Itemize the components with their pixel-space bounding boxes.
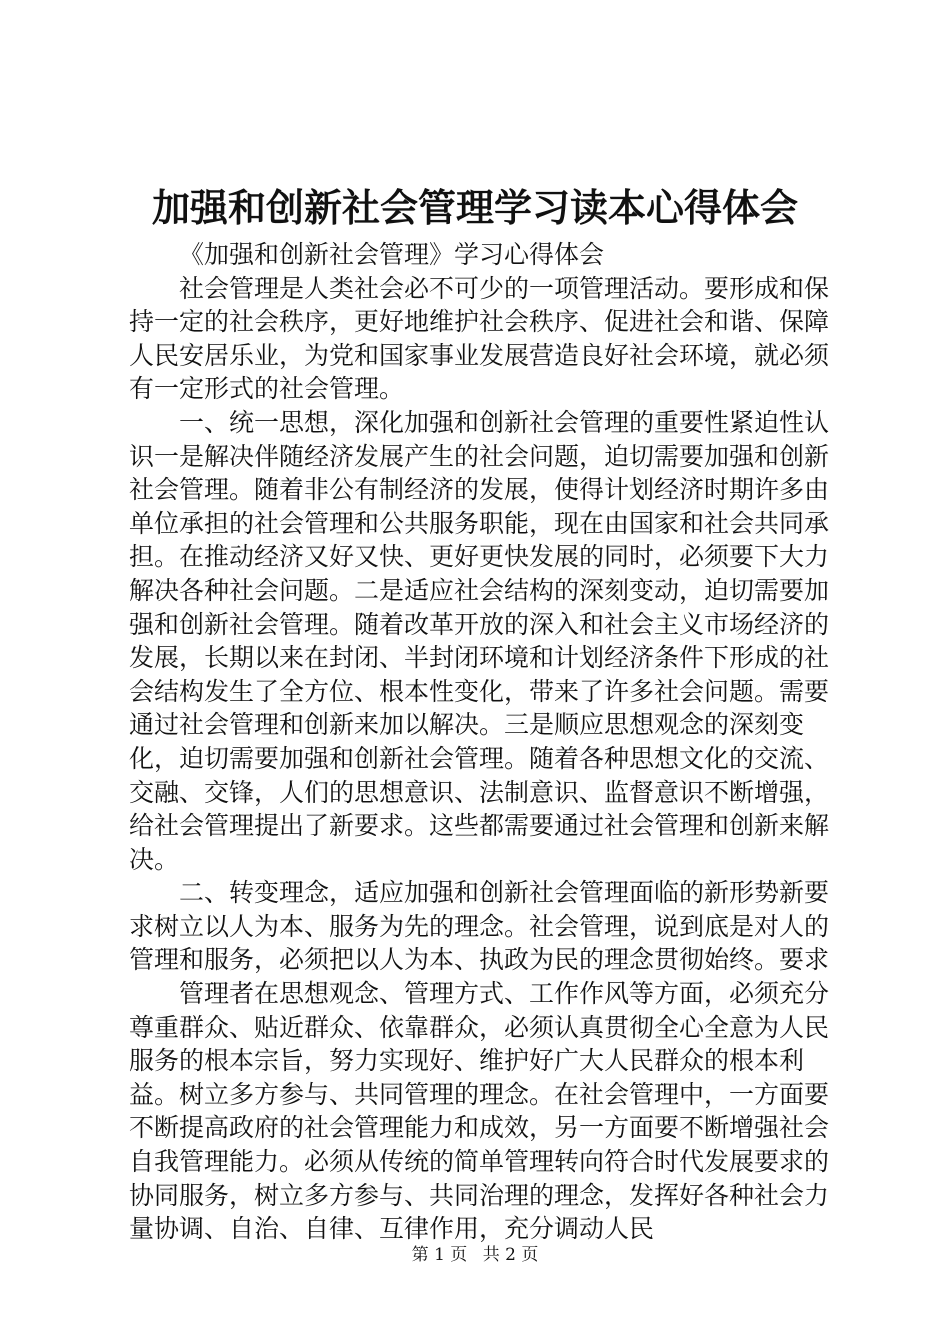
page-number: 第 1 页 (411, 1245, 468, 1265)
paragraph-section-one: 一、统一思想，深化加强和创新社会管理的重要性紧迫性认识一是解决伴随经济发展产生的社会问题，迫切需要加强和创新社会管理。随着非公有制经济的发展，使得计划经济时期许多由单位承担的社会管理和公共服务职能，现在由国家和社会共同承担。在推动经济又好又快、更好更快发展的同时，必须要下大力解决各种社会问题。二是适应社会结构的深刻变动，迫切需要加强和创新社会管理。随着改革开放的深入和社会主义市场经济的发展，长期以来在封闭、半封闭环境和计划经济条件下形成的社会结构发生了全方位、根本性变化，带来了许多社会问题。需要通过社会管理和创新来加以解决。三是顺应思想观念的深刻变化，迫切需要加强和创新社会管理。随着各种思想文化的交流、交融、交锋，人们的思想意识、法制意识、监督意识不断增强，给社会管理提出了新要求。这些都需要通过社会管理和创新来解决。 (129, 407, 830, 874)
document-title: 加强和创新社会管理学习读本心得体会 (151, 185, 798, 230)
page-footer (0, 1243, 950, 1267)
page-total: 共 2 页 (482, 1245, 539, 1265)
document-body (129, 238, 829, 1246)
paragraph-management: 管理者在思想观念、管理方式、工作作风等方面，必须充分尊重群众、贴近群众、依靠群众，必须认真贯彻全心全意为人民服务的根本宗旨，努力实现好、维护好广大人民群众的根本利益。树立多方参与、共同管理的理念。在社会管理中，一方面要不断提高政府的社会管理能力和成效，另一方面要不断增强社会自我管理能力。必须从传统的简单管理转向符合时代发展要求的协同服务，树立多方参与、共同治理的理念，发挥好各种社会力量协调、自治、自律、互律作用，充分调动人民 (129, 979, 830, 1244)
paragraph-intro: 社会管理是人类社会必不可少的一项管理活动。要形成和保持一定的社会秩序，更好地维护社会秩序、促进社会和谐、保障人民安居乐业，为党和国家事业发展营造良好社会环境，就必须有一定形式的社会管理。 (129, 273, 830, 404)
paragraph-section-two: 二、转变理念，适应加强和创新社会管理面临的新形势新要求树立以人为本、服务为先的理念。社会管理，说到底是对人的管理和服务，必须把以人为本、执政为民的理念贯彻始终。要求 (129, 878, 830, 975)
document-subtitle: 《加强和创新社会管理》学习心得体会 (179, 240, 605, 269)
